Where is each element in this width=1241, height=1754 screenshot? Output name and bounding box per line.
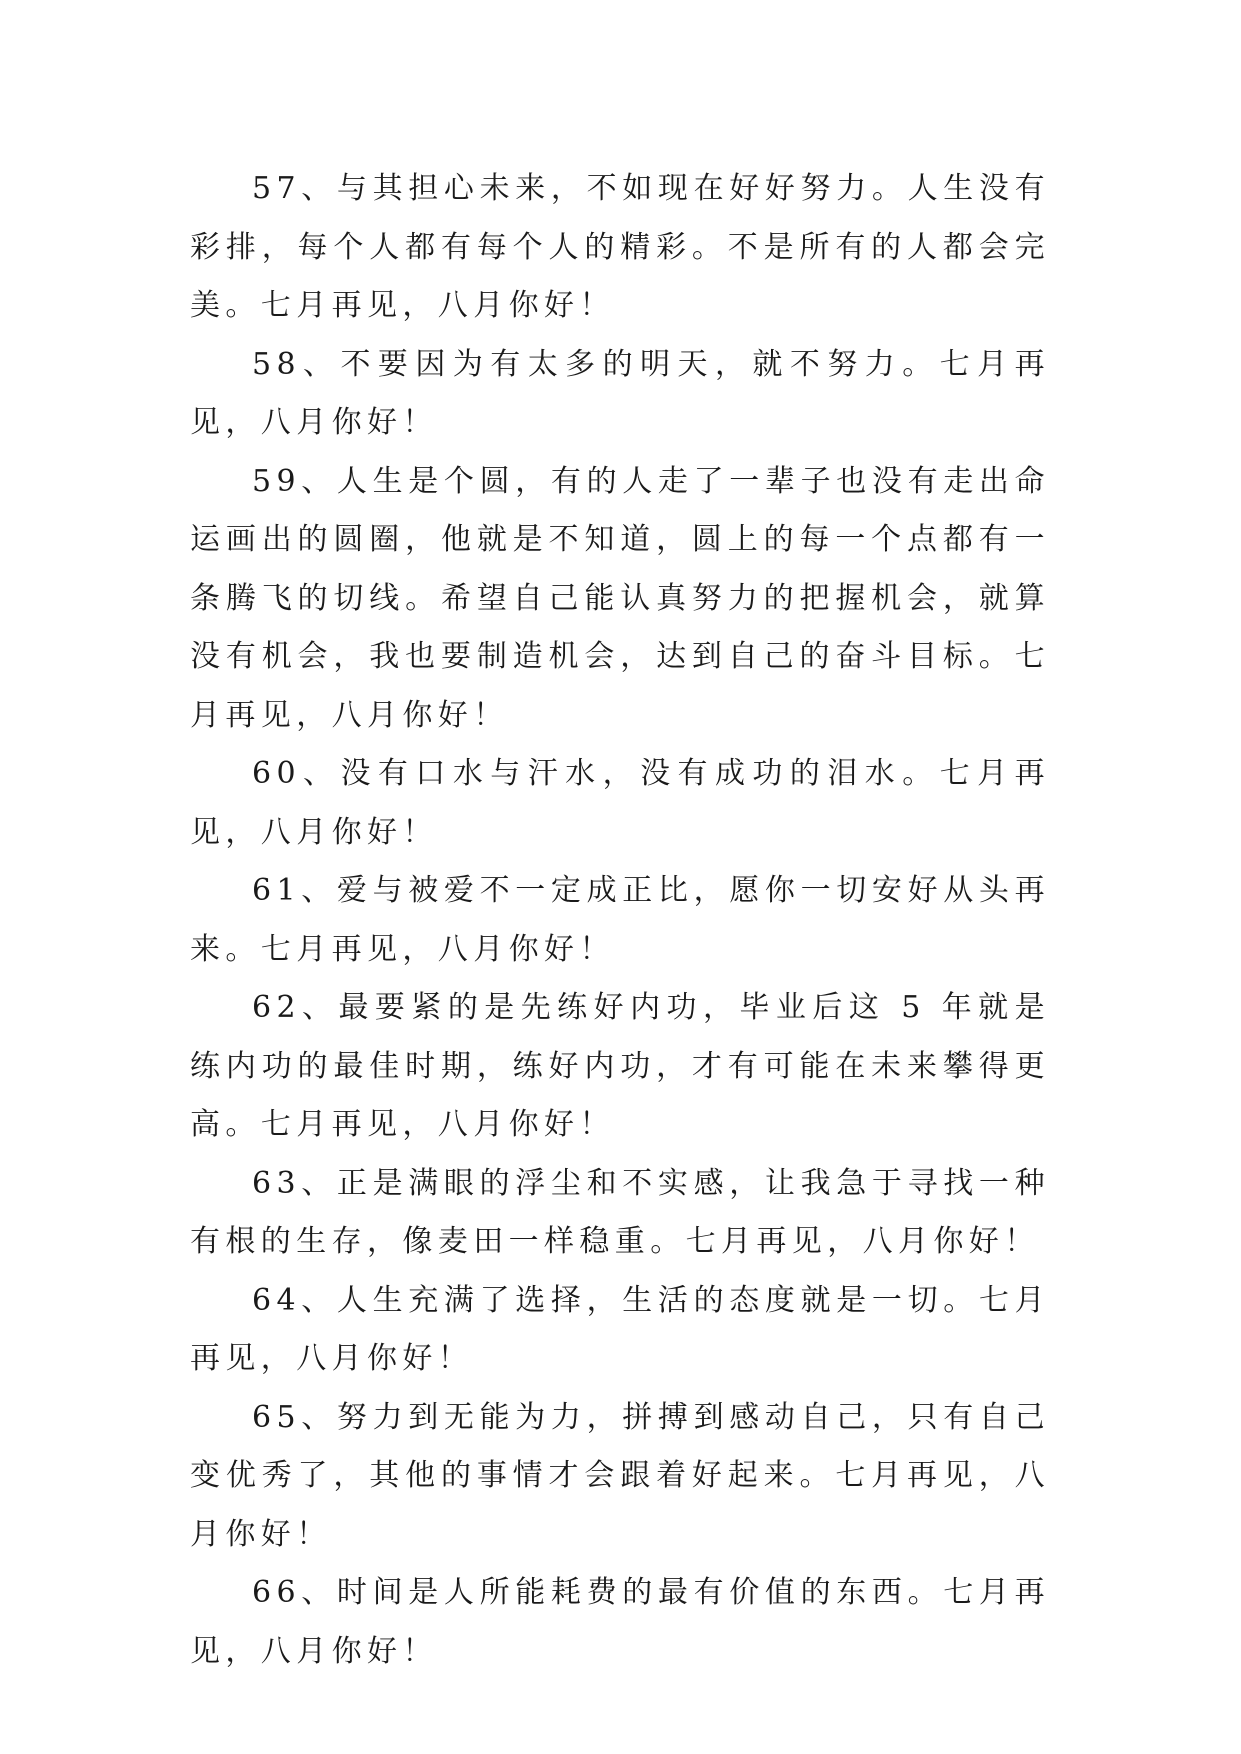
paragraph-60: 60、没有口水与汗水，没有成功的泪水。七月再见，八月你好！ [190, 756, 1050, 850]
paragraph-58: 58、不要因为有太多的明天，就不努力。七月再见，八月你好！ [190, 346, 1050, 440]
paragraph-57: 57、与其担心未来，不如现在好好努力。人生没有彩排，每个人都有每个人的精彩。不是所有的人都会完美。七月再见，八月你好！ [190, 171, 1050, 323]
paragraph-61: 61、爱与被爱不一定成正比，愿你一切安好从头再来。七月再见，八月你好！ [190, 873, 1050, 967]
paragraph-66: 66、时间是人所能耗费的最有价值的东西。七月再见，八月你好！ [190, 1575, 1050, 1669]
paragraph-65: 65、努力到无能为力，拼搏到感动自己，只有自己变优秀了，其他的事情才会跟着好起来。七月再见，八月你好！ [190, 1399, 1050, 1552]
paragraph-63: 63、正是满眼的浮尘和不实感，让我急于寻找一种有根的生存，像麦田一样稳重。七月再见，八月你好！ [190, 1165, 1050, 1259]
paragraph-64: 64、人生充满了选择，生活的态度就是一切。七月再见，八月你好！ [190, 1282, 1050, 1376]
paragraph-59: 59、人生是个圆，有的人走了一辈子也没有走出命运画出的圆圈，他就是不知道，圆上的每一个点都有一条腾飞的切线。希望自己能认真努力的把握机会，就算没有机会，我也要制造机会，达到自己的奋斗目标。七月再见，八月你好！ [190, 463, 1050, 733]
document-body [190, 160, 1050, 1681]
paragraph-62: 62、最要紧的是先练好内功，毕业后这 5 年就是练内功的最佳时期，练好内功，才有可能在未来攀得更高。七月再见，八月你好！ [190, 990, 1050, 1142]
